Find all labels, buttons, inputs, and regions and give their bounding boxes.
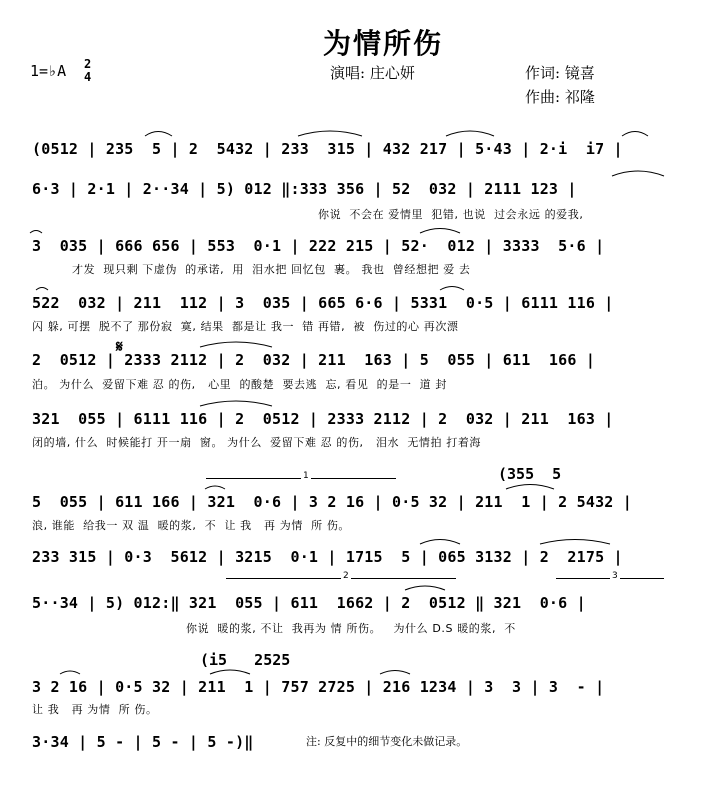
volta-bracket: [556, 571, 664, 581]
slur: [210, 670, 250, 674]
slur: [30, 231, 42, 234]
volta-bracket: [226, 571, 456, 581]
slur: [200, 401, 272, 406]
notation-line: 5 055 | 611 166 | 321 0·6 | 3 2 16 | 0·5 32 | 211 1 | 2 5432 |: [32, 493, 632, 511]
meter-top: 2: [84, 57, 92, 71]
slur: [440, 287, 464, 291]
slur: [612, 171, 664, 176]
singer-credit: 演唱: 庄心妍: [330, 64, 415, 82]
key-signature: 1=♭A: [30, 62, 67, 80]
volta-number: 1: [303, 471, 309, 481]
lyric-line: 才发 现只剩 下虚伪 的承诺, 用 泪水把 回忆包 裹。 我也 曾经想把 爱 去: [72, 263, 471, 276]
alt-phrase: (i5 2525: [200, 651, 291, 669]
lyricist-credit: 作词: 镜喜: [525, 64, 595, 82]
slur: [622, 132, 648, 137]
notation-line: 522 032 | 211 112 | 3 035 | 665 6·6 | 5331 0·5 | 6111 116 |: [32, 294, 614, 312]
notation-line: 3 035 | 666 656 | 553 0·1 | 222 215 | 52· 012 | 3333 5·6 |: [32, 237, 605, 255]
time-signature: [84, 58, 91, 84]
volta-number: 3: [612, 571, 618, 581]
footnote: 注: 反复中的细节变化未做记录。: [306, 735, 468, 748]
slur: [200, 342, 272, 347]
slur: [298, 131, 362, 136]
composer-credit: 作曲: 祁隆: [525, 88, 595, 106]
notation-line: 2 0512 | 2333 2112 | 2 032 | 211 163 | 5 055 | 611 166 |: [32, 351, 596, 369]
lyric-line: 你说 暖的浆, 不让 我再为 情 所伤。 为什么 D.S 暖的浆, 不: [186, 622, 516, 635]
slur: [380, 671, 410, 675]
volta-number: 2: [343, 571, 349, 581]
slur: [420, 229, 460, 234]
volta-bracket: [206, 471, 396, 481]
slur: [540, 540, 610, 545]
slur: [205, 486, 225, 489]
lyric-line: 闪 躲, 可摆 脱不了 那份寂 寞, 结果 都是让 我一 错 再错, 被 伤过的心 再次漂: [32, 320, 459, 333]
lyric-line: 闭的墙, 什么 时候能打 开一扇 窗。 为什么 爱留下难 忍 的伤, 泪水 无情拍 打着海: [32, 436, 482, 449]
notation-line: 3·34 | 5 - | 5 - | 5 -)‖: [32, 733, 254, 751]
notation-line: 321 055 | 6111 116 | 2 0512 | 2333 2112 | 2 032 | 211 163 |: [32, 410, 614, 428]
slur: [405, 586, 445, 590]
alt-phrase: (355 5: [498, 465, 562, 483]
slur: [506, 485, 554, 490]
song-title: 为情所伤: [322, 27, 443, 60]
notation-line: 3 2 16 | 0·5 32 | 211 1 | 757 2725 | 216 1234 | 3 3 | 3 - |: [32, 678, 605, 696]
lyric-line: 浪, 谁能 给我一 双 温 暖的浆, 不 让 我 再 为情 所 伤。: [32, 519, 351, 532]
meter-bottom: 4: [84, 70, 92, 84]
notation-line: 233 315 | 0·3 5612 | 3215 0·1 | 1715 5 | 065 3132 | 2 2175 |: [32, 548, 623, 566]
slur: [36, 288, 48, 291]
lyric-line: 泊。 为什么 爱留下难 忍 的伤, 心里 的酸楚 要去逃 忘, 看见 的是一 道 封: [32, 378, 447, 391]
slur: [446, 131, 494, 136]
slur: [60, 671, 80, 674]
slur: [145, 132, 172, 137]
lyric-line: 让 我 再 为情 所 伤。: [32, 703, 158, 716]
segno-sign: 𝄋: [116, 337, 123, 356]
notation-line: (0512 | 235 5 | 2 5432 | 233 315 | 432 217 | 5·43 | 2·i i7 |: [32, 140, 623, 158]
notation-line: 5··34 | 5) 012:‖ 321 055 | 611 1662 | 2 0512 ‖ 321 0·6 |: [32, 594, 586, 612]
lyric-line: 你说 不会在 爱情里 犯错, 也说 过会永远 的爱我,: [318, 208, 584, 221]
notation-line: 6·3 | 2·1 | 2··34 | 5) 012 ‖:333 356 | 52 032 | 2111 123 |: [32, 180, 577, 198]
slur: [420, 540, 460, 545]
